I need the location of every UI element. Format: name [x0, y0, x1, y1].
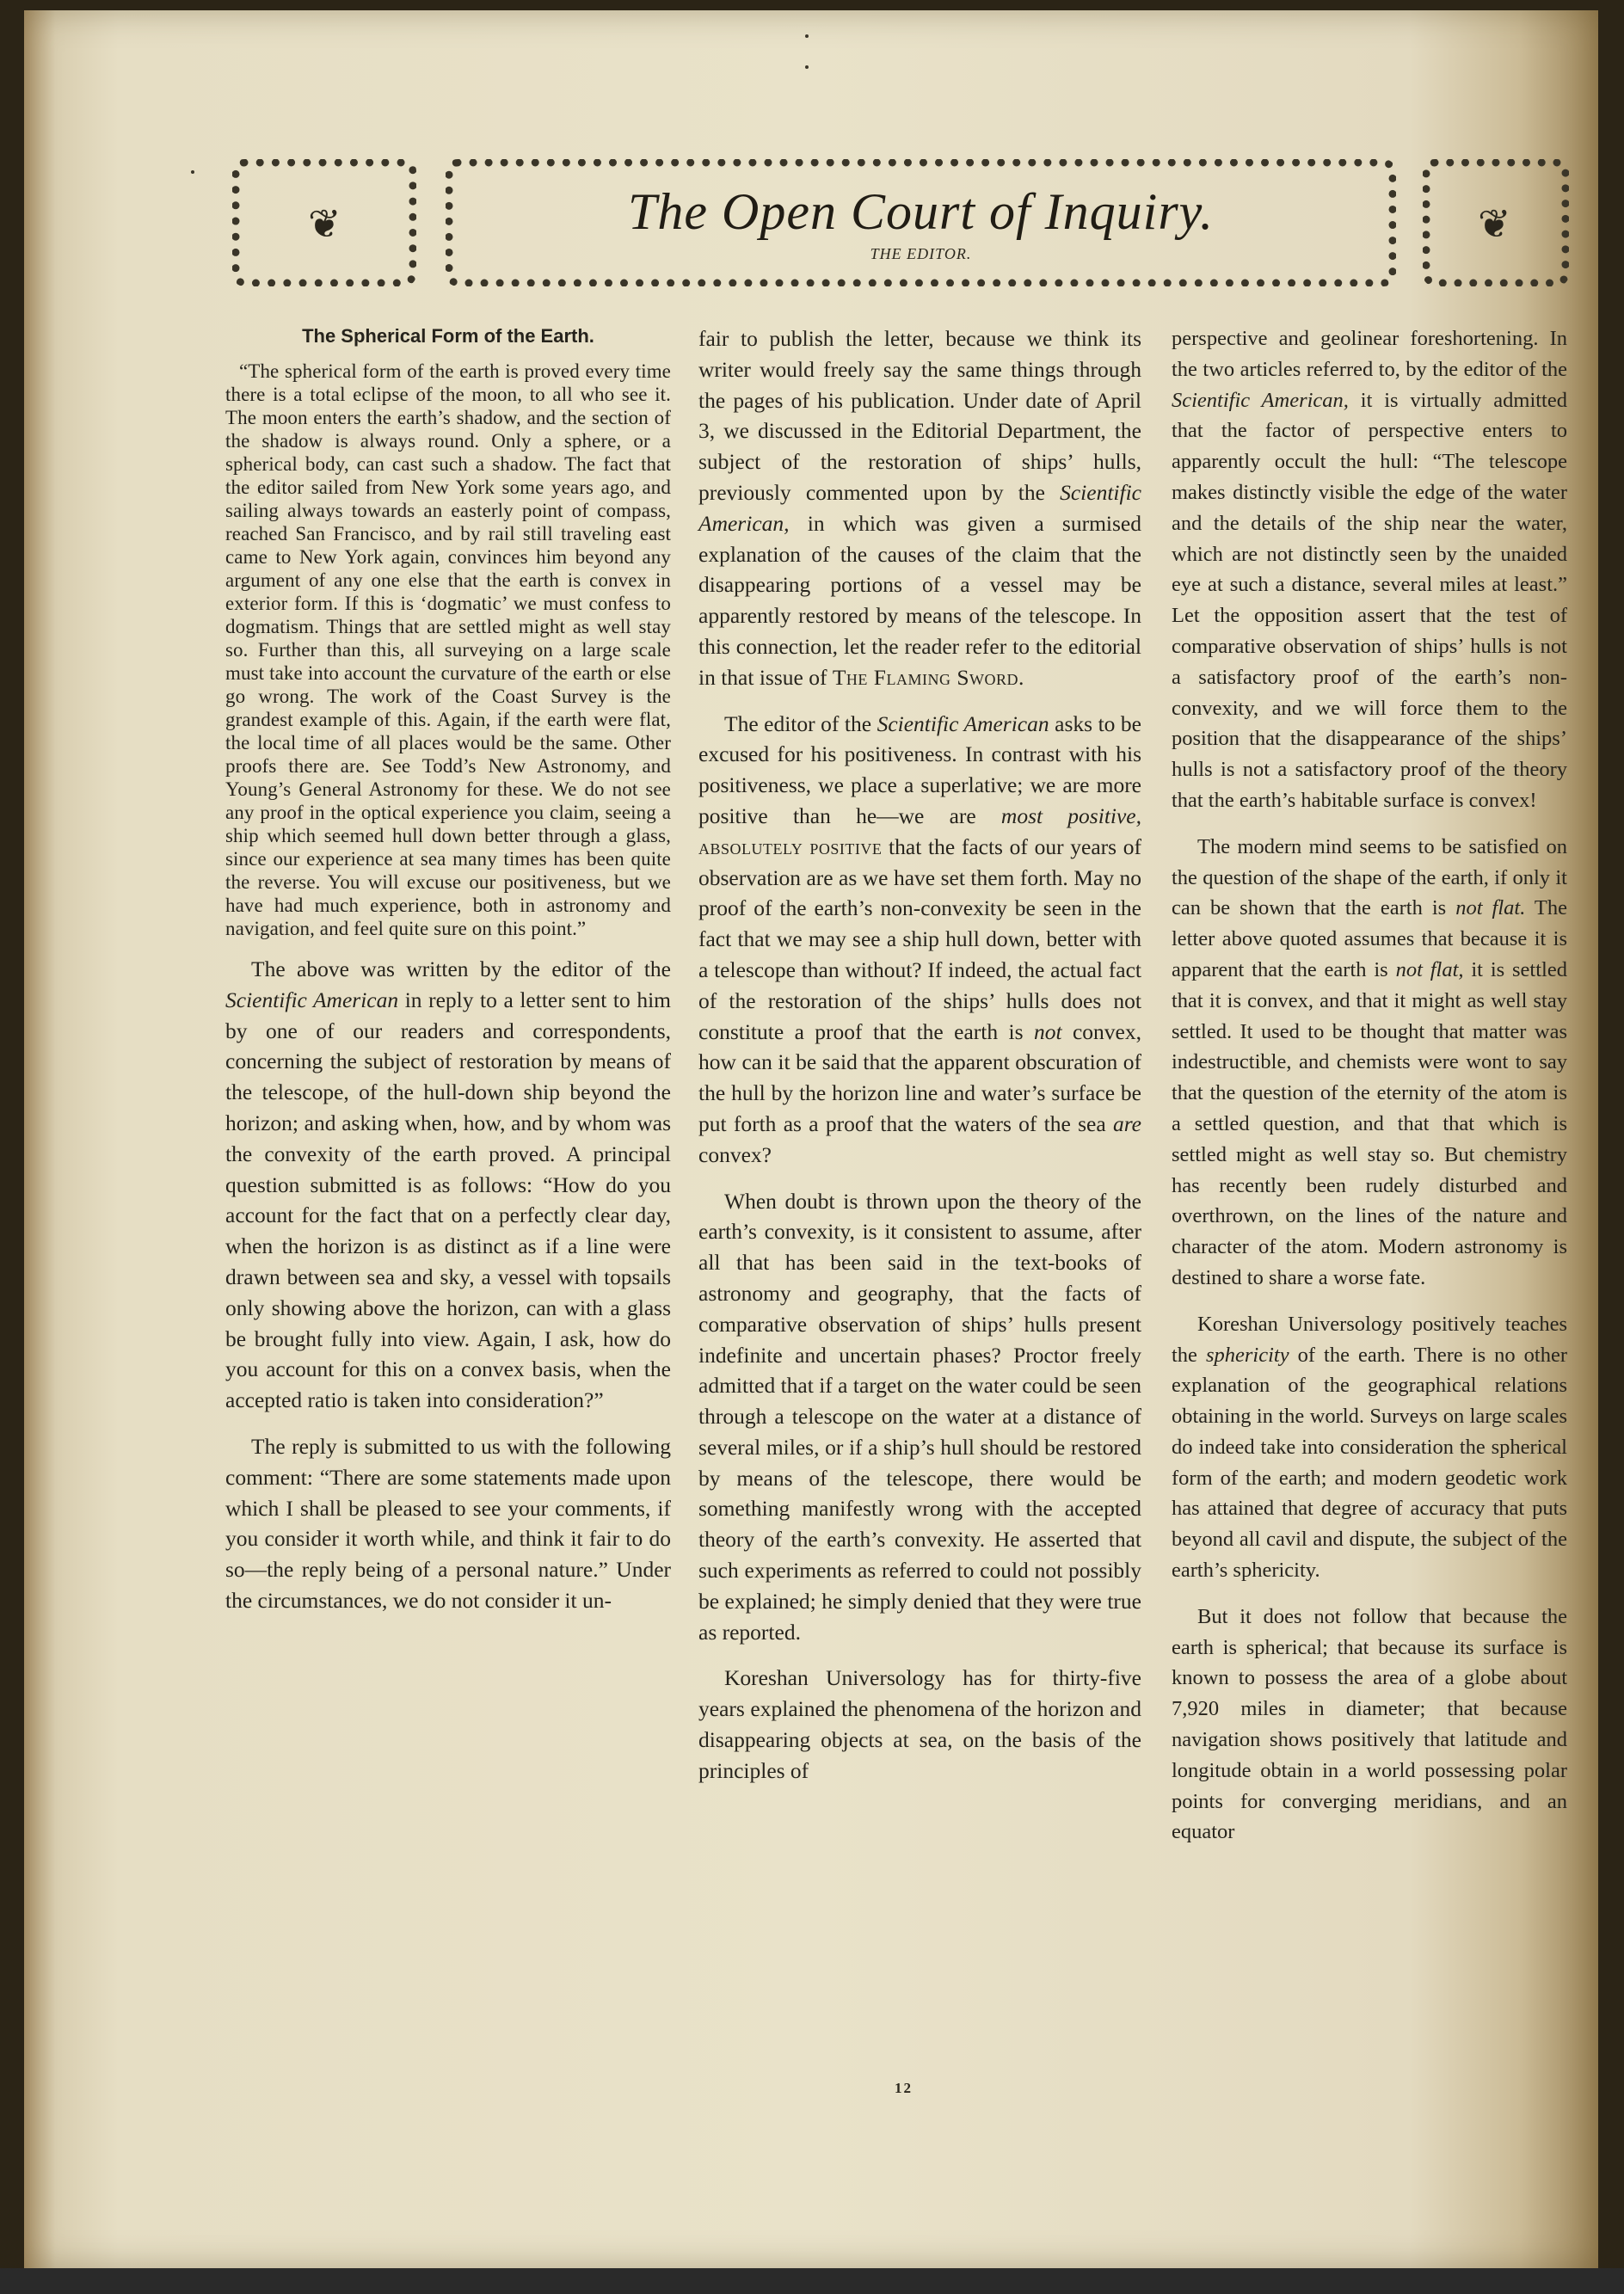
paragraph: fair to publish the letter, because we think its writer would freely say the same things through the pages of his publication. Under date of April 3, we discussed in the Editorial Department, the subject of the restoration of ships’ hulls, previously commented upon by the Scientific American, in which was given a surmised explanation of the causes of the claim that the disappearing portions of a vessel may be apparently restored by means of the telescope. In this connection, let the reader refer to the editorial in that issue of The Flaming Sword.	[698, 326, 1141, 690]
paragraph: Koreshan Universology has for thirty-five years explained the phenomena of the horizon and disappearing objects at sea, on the basis of the principles of	[698, 1665, 1141, 1783]
paragraph: The above was written by the editor of the Scientific American in reply to a letter sent to him by one of our readers and correspondents, concerning the subject of restoration by means of the telescope, of the hull-down ship beyond the horizon; and asking when, how, and by whom was the convexity of the earth proved. A principal question submitted is as follows: “How do you account for the fact that on a perfectly clear day, when the horizon is as distinct as if a line were drawn between sea and sky, a vessel with topsails only showing above the horizon, can with a glass be brought fully into view. Again, I ask, how do you account for this on a convex basis, when the accepted ratio is taken into consideration?”	[225, 956, 671, 1413]
ink-speck	[805, 65, 809, 69]
paragraph: The editor of the Scientific American asks to be excused for his positiveness. In contrast with his positiveness, we place a superlative; we are more positive than he—we are most positive, absolutely positive that the facts of our years of observation are as we have set them forth. May no proof of the earth’s non-convexity be seen in the fact that we may see a ship hull down, better with a telescope than without? If indeed, the actual fact of the restoration of the ships’ hulls does not constitute a proof that the earth is not convex, how can it be said that the apparent obscuration of the hull by the horizon line and water’s surface be put forth as a proof that the waters of the sea are convex?	[698, 710, 1142, 1167]
column-1	[225, 323, 671, 1632]
paragraph: Koreshan Universology positively teaches the sphericity of the earth. There is no other explanation of the geographical relations obtaining in the world. Surveys on large scales do indeed take into consideration the spherical form of the earth; and modern geodetic work has attained that degree of accuracy that puts beyond all cavil and dispute, the subject of the earth’s sphericity.	[1172, 1312, 1567, 1583]
page-bottom-edge	[0, 2268, 1624, 2294]
paragraph: The modern mind seems to be satisfied on the question of the shape of the earth, if only it can be shown that the earth is not flat. The letter above quoted assumes that because it is apparent that the earth is not flat, it is settled that it is convex, and that it might as well stay settled. It used to be thought that matter was indestructible, and chemists were wont to say that the question of the eternity of the atom is a settled question, and that that which is settled might as well stay so. But chemistry has recently been rudely disturbed and overthrown, on the lines of the nature and character of the atom. Modern astronomy is destined to share a worse fate.	[1172, 834, 1567, 1289]
section-byline: THE EDITOR.	[870, 245, 972, 262]
page-number: 12	[895, 2080, 913, 2096]
article-heading: The Spherical Form of the Earth.	[302, 325, 594, 347]
column-3	[1172, 323, 1567, 1863]
paragraph: When doubt is thrown upon the theory of the earth’s convexity, is it consistent to assume, after all that has been said in the text-books of astronomy and geography, that the facts of comparative observation of ships’ hulls present indefinite and uncertain phases? Proctor freely admitted that if a target on the water could be seen through a telescope on the water at a distance of several miles, or if a ship’s hull should be restored by means of the telescope, there would be something manifestly wrong with the accepted theory of the earth’s convexity. He asserted that such experiments as referred to could not possibly be explained; he simply denied that they were true as reported.	[698, 1188, 1142, 1645]
quoted-letter: “The spherical form of the earth is proved every time there is a total eclipse of the moon, to all who see it. The moon enters the earth’s shadow, and the section of the shadow is always round. Only a sphere, or a spherical body, can cast such a shadow. The fact that the editor sailed from New York some years ago, and sailing always towards an easterly point of compass, reached San Francisco, and by rail still traveling east came to New York again, convinces him beyond any argument of any one else that the earth is convex in exterior form. If this is ‘dogmatic’ we must confess to dogmatism. Things that are settled might as well stay so. Further than this, all surveying on a large scale must take into account the curvature of the earth or else go wrong. The work of the Coast Survey is the grandest example of this. Again, if the earth were flat, the local time of all places would be the same. Other proofs there are. See Todd’s New Astronomy, and Young’s General Astronomy for these. We do not see any proof in the optical experience you claim, seeing a ship which seemed hull down better through a glass, since our experience at sea many times has been quite the reverse. You will excuse our positiveness, but we have had much experience, both in astronomy and navigation, and feel quite sure on this point.”	[225, 360, 671, 939]
fleuron-ornament-icon: ❦	[1478, 200, 1511, 247]
paragraph: But it does not follow that because the earth is spherical; that because its surface is known to possess the area of a globe about 7,920 miles in diameter; that because navigation shows positively that latitude and longitude obtain in a world possessing polar points for converging meridians, and an equator	[1172, 1604, 1567, 1844]
fleuron-ornament-icon: ❦	[308, 200, 341, 247]
paragraph: perspective and geolinear foreshortening. In the two articles referred to, by the editor of the Scientific American, it is virtually admitted that the factor of perspective enters to apparently occult the hull: “The telescope makes distinctly visible the edge of the water and the details of the ship near the water, which are not distinctly seen by the unaided eye at such a distance, several miles at least.” Let the opposition assert that the test of comparative observation of ships’ hulls is not a satisfactory proof of the earth’s non-convexity, and we will force them to the position that the disappearance of the ships’ hulls is not a satisfactory proof of the theory that the earth’s habitable surface is convex!	[1172, 327, 1567, 812]
ink-speck	[805, 34, 809, 38]
column-2	[698, 323, 1141, 1802]
paragraph: The reply is submitted to us with the following comment: “There are some statements made upon which I shall be pleased to see your comments, if you consider it worth while, and think it fair to do so—the reply being of a personal nature.” Under the circumstances, we do not consider it un-	[225, 1433, 671, 1613]
section-title: The Open Court of Inquiry.	[628, 183, 1214, 240]
